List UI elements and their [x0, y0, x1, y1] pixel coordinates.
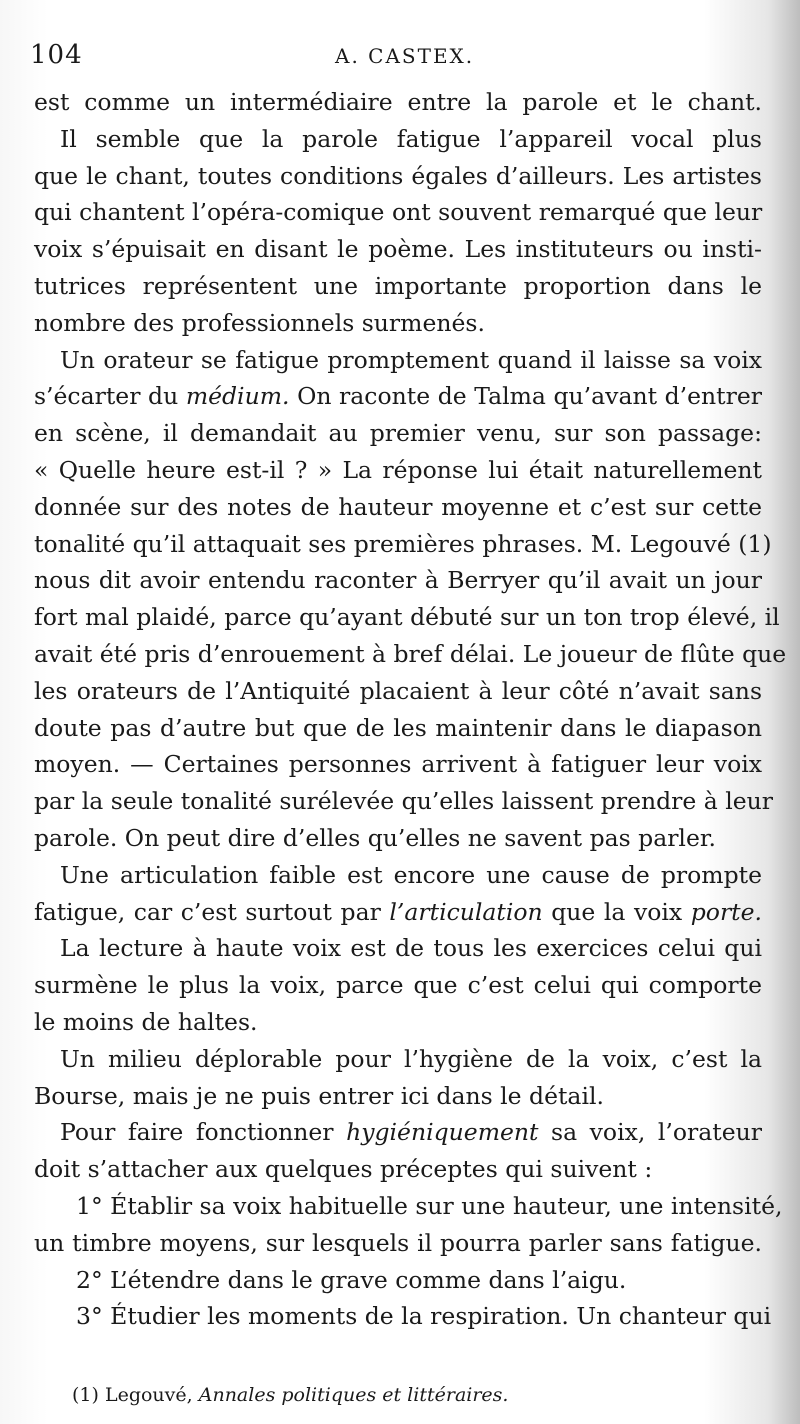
- footnote-title: Annales politiques et littéraires.: [198, 1384, 509, 1406]
- text-line: parole. On peut dire d’elles qu’elles ne savent pas parler.: [34, 823, 716, 852]
- text-line: Une articulation faible est encore une cause de prompte: [60, 860, 762, 889]
- text-line: donnée sur des notes de hauteur moyenne et c’est sur cette: [34, 492, 762, 521]
- text-line: fort mal plaidé, parce qu’ayant débuté sur un ton trop élevé, il: [34, 603, 780, 632]
- text-line: Il semble que la parole fatigue l’appareil vocal plus: [60, 124, 762, 153]
- text-line: est comme un intermédiaire entre la parole et le chant.: [34, 88, 762, 116]
- text-line: nombre des professionnels surmenés.: [34, 308, 485, 337]
- footnote-marker: (1): [72, 1384, 99, 1406]
- text-line: un timbre moyens, sur lesquels il pourra parler sans fatigue.: [34, 1228, 762, 1257]
- text-line: « Quelle heure est-il ? » La réponse lui était naturellement: [34, 455, 762, 484]
- text-segment: On raconte de Talma qu’avant d’entrer: [297, 382, 762, 411]
- italic-term: hygiéniquement: [346, 1118, 539, 1147]
- text-line: [34, 1114, 762, 1151]
- text-line: avait été pris d’enrouement à bref délai. Le joueur de flûte que: [34, 639, 787, 668]
- text-line: 3° Étudier les moments de la respiration. Un chanteur qui: [76, 1302, 772, 1331]
- text-segment: sa voix, l’orateur: [551, 1118, 762, 1147]
- text-line: 2° L’étendre dans le grave comme dans l’aigu.: [76, 1265, 627, 1294]
- footnote: [72, 1384, 508, 1406]
- footnote-author: Legouvé,: [104, 1384, 193, 1406]
- running-head: A. CASTEX.: [335, 44, 475, 68]
- text-line: les orateurs de l’Antiquité placaient à leur côté n’avait sans: [34, 676, 762, 705]
- text-line: La lecture à haute voix est de tous les exercices celui qui: [60, 934, 762, 963]
- text-line: le moins de haltes.: [34, 1007, 258, 1036]
- italic-term: porte.: [690, 897, 762, 926]
- text-line: Un milieu déplorable pour l’hygiène de la voix, c’est la: [60, 1044, 762, 1073]
- page-number: 104: [30, 40, 83, 70]
- body-text: [34, 84, 787, 1335]
- text-line: tonalité qu’il attaquait ses premières phrases. M. Legouvé (1): [34, 529, 772, 558]
- italic-term: l’articulation: [389, 897, 543, 926]
- text-segment: que la voix: [551, 897, 683, 926]
- page-header: [30, 40, 770, 80]
- text-line: moyen. — Certaines personnes arrivent à fatiguer leur voix: [34, 750, 762, 779]
- text-line: 1° Établir sa voix habituelle sur une hauteur, une intensité,: [76, 1191, 783, 1220]
- text-line: Un orateur se fatigue promptement quand il laisse sa voix: [60, 345, 762, 374]
- text-line: [34, 378, 762, 415]
- text-line: Bourse, mais je ne puis entrer ici dans le détail.: [34, 1081, 604, 1110]
- text-segment: Pour faire fonctionner: [60, 1118, 334, 1147]
- text-line: par la seule tonalité surélevée qu’elles laissent prendre à leur: [34, 787, 774, 816]
- text-segment: fatigue, car c’est surtout par: [34, 897, 381, 926]
- text-line: voix s’épuisait en disant le poème. Les instituteurs ou insti-: [34, 235, 762, 264]
- text-line: tutrices représentent une importante proportion dans le: [34, 271, 762, 300]
- text-line: surmène le plus la voix, parce que c’est celui qui comporte: [34, 971, 762, 1000]
- text-line: en scène, il demandait au premier venu, sur son passage:: [34, 419, 762, 448]
- text-line: nous dit avoir entendu raconter à Berryer qu’il avait un jour: [34, 566, 762, 595]
- text-line: doit s’attacher aux quelques préceptes qui suivent :: [34, 1155, 653, 1184]
- text-line: que le chant, toutes conditions égales d’ailleurs. Les artistes: [34, 161, 762, 190]
- italic-term: médium.: [185, 382, 290, 411]
- text-line: qui chantent l’opéra-comique ont souvent remarqué que leur: [34, 198, 763, 227]
- text-line: [34, 894, 762, 931]
- text-segment: s’écarter du: [34, 382, 179, 411]
- text-line: doute pas d’autre but que de les maintenir dans le diapason: [34, 713, 762, 742]
